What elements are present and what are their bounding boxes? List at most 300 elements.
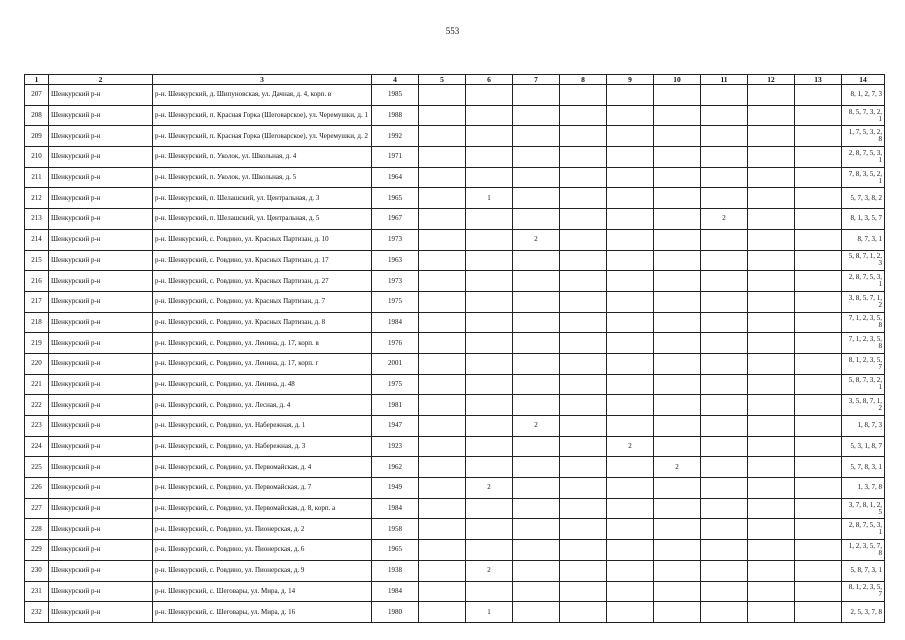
table-row <box>25 126 885 147</box>
value-cell-col-6 <box>466 209 513 230</box>
row-number-cell: 221 <box>25 374 49 395</box>
year-cell: 1988 <box>372 105 419 126</box>
address-cell: р-н. Шенкурский, п. Красная Горка (Шеговарское), ул. Черемушки, д. 2 <box>153 126 372 147</box>
value-cell-col-11 <box>701 353 748 374</box>
value-cell-col-7 <box>513 560 560 581</box>
row-number-cell: 217 <box>25 291 49 312</box>
value-cell-col-6 <box>466 250 513 271</box>
value-cell-col-12 <box>748 436 795 457</box>
row-number-cell: 216 <box>25 271 49 292</box>
value-cell-col-10 <box>654 395 701 416</box>
value-cell-col-8 <box>560 560 607 581</box>
sequence-cell: 8, 1, 2, 3, 5, 7 <box>842 353 885 374</box>
row-number-cell: 215 <box>25 250 49 271</box>
row-number-cell: 208 <box>25 105 49 126</box>
table-row <box>25 540 885 561</box>
year-cell: 1965 <box>372 540 419 561</box>
district-cell: Шенкурский р-н <box>49 498 153 519</box>
row-number-cell: 219 <box>25 333 49 354</box>
value-cell-col-13 <box>795 291 842 312</box>
value-cell-col-11 <box>701 85 748 106</box>
sequence-cell: 2, 8, 7, 5, 3, 1 <box>842 519 885 540</box>
value-cell-col-7 <box>513 126 560 147</box>
value-cell-col-9 <box>607 126 654 147</box>
sequence-cell: 8, 1, 2, 7, 3 <box>842 85 885 106</box>
value-cell-col-7 <box>513 291 560 312</box>
value-cell-col-13 <box>795 209 842 230</box>
value-cell-col-5 <box>419 519 466 540</box>
sequence-cell: 5, 8, 7, 3, 2, 1 <box>842 374 885 395</box>
year-cell: 1965 <box>372 188 419 209</box>
column-header-12: 12 <box>748 75 795 85</box>
district-cell: Шенкурский р-н <box>49 333 153 354</box>
year-cell: 1975 <box>372 374 419 395</box>
table-row <box>25 167 885 188</box>
value-cell-col-10 <box>654 229 701 250</box>
table-row <box>25 188 885 209</box>
value-cell-col-12 <box>748 416 795 437</box>
value-cell-col-13 <box>795 188 842 209</box>
value-cell-col-7 <box>513 395 560 416</box>
district-cell: Шенкурский р-н <box>49 602 153 623</box>
sequence-cell: 2, 5, 3, 7, 8 <box>842 602 885 623</box>
table-header-row <box>25 75 885 85</box>
sequence-cell: 2, 8, 7, 5, 3, 1 <box>842 271 885 292</box>
table-row <box>25 374 885 395</box>
address-cell: р-н. Шенкурский, с. Ровдино, ул. Красных Партизан, д. 17 <box>153 250 372 271</box>
value-cell-col-6: 1 <box>466 602 513 623</box>
value-cell-col-8 <box>560 85 607 106</box>
value-cell-col-10 <box>654 416 701 437</box>
year-cell: 1976 <box>372 333 419 354</box>
value-cell-col-6 <box>466 167 513 188</box>
value-cell-col-11 <box>701 540 748 561</box>
district-cell: Шенкурский р-н <box>49 581 153 602</box>
table-row <box>25 147 885 168</box>
value-cell-col-13 <box>795 581 842 602</box>
value-cell-col-9 <box>607 333 654 354</box>
value-cell-col-10 <box>654 519 701 540</box>
row-number-cell: 210 <box>25 147 49 168</box>
value-cell-col-10 <box>654 478 701 499</box>
value-cell-col-10 <box>654 560 701 581</box>
value-cell-col-9 <box>607 85 654 106</box>
address-cell: р-н. Шенкурский, с. Ровдино, ул. Пионерская, д. 9 <box>153 560 372 581</box>
sequence-cell: 2, 8, 7, 5, 3, 1 <box>842 147 885 168</box>
value-cell-col-13 <box>795 519 842 540</box>
value-cell-col-12 <box>748 188 795 209</box>
year-cell: 1958 <box>372 519 419 540</box>
value-cell-col-12 <box>748 209 795 230</box>
value-cell-col-9 <box>607 560 654 581</box>
address-cell: р-н. Шенкурский, с. Ровдино, ул. Красных Партизан, д. 27 <box>153 271 372 292</box>
value-cell-col-5 <box>419 416 466 437</box>
sequence-cell: 5, 8, 7, 3, 1 <box>842 560 885 581</box>
row-number-cell: 229 <box>25 540 49 561</box>
value-cell-col-12 <box>748 602 795 623</box>
value-cell-col-8 <box>560 291 607 312</box>
district-cell: Шенкурский р-н <box>49 478 153 499</box>
column-header-14: 14 <box>842 75 885 85</box>
sequence-cell: 8, 1, 2, 3, 5, 7 <box>842 581 885 602</box>
value-cell-col-9 <box>607 478 654 499</box>
value-cell-col-5 <box>419 126 466 147</box>
address-cell: р-н. Шенкурский, с. Ровдино, ул. Набережная, д. 3 <box>153 436 372 457</box>
value-cell-col-6 <box>466 416 513 437</box>
column-header-9: 9 <box>607 75 654 85</box>
district-cell: Шенкурский р-н <box>49 353 153 374</box>
value-cell-col-8 <box>560 271 607 292</box>
value-cell-col-5 <box>419 167 466 188</box>
table-row <box>25 457 885 478</box>
year-cell: 2001 <box>372 353 419 374</box>
value-cell-col-9 <box>607 167 654 188</box>
value-cell-col-6: 1 <box>466 188 513 209</box>
value-cell-col-6: 2 <box>466 478 513 499</box>
address-cell: р-н. Шенкурский, с. Ровдино, ул. Лесная, д. 4 <box>153 395 372 416</box>
value-cell-col-12 <box>748 291 795 312</box>
value-cell-col-7: 2 <box>513 416 560 437</box>
value-cell-col-5 <box>419 353 466 374</box>
value-cell-col-10 <box>654 126 701 147</box>
value-cell-col-10 <box>654 188 701 209</box>
value-cell-col-12 <box>748 229 795 250</box>
value-cell-col-11 <box>701 147 748 168</box>
district-cell: Шенкурский р-н <box>49 540 153 561</box>
value-cell-col-7 <box>513 540 560 561</box>
address-cell: р-н. Шенкурский, п. Шелашский, ул. Центральная, д. 5 <box>153 209 372 230</box>
year-cell: 1984 <box>372 498 419 519</box>
district-cell: Шенкурский р-н <box>49 147 153 168</box>
value-cell-col-7 <box>513 167 560 188</box>
value-cell-col-9 <box>607 291 654 312</box>
year-cell: 1981 <box>372 395 419 416</box>
district-cell: Шенкурский р-н <box>49 271 153 292</box>
value-cell-col-7 <box>513 188 560 209</box>
value-cell-col-8 <box>560 312 607 333</box>
district-cell: Шенкурский р-н <box>49 85 153 106</box>
table-row <box>25 209 885 230</box>
value-cell-col-12 <box>748 105 795 126</box>
sequence-cell: 3, 5, 8, 7, 1, 2 <box>842 395 885 416</box>
sequence-cell: 3, 8, 5, 7, 1, 2 <box>842 291 885 312</box>
row-number-cell: 207 <box>25 85 49 106</box>
sequence-cell: 5, 3, 1, 8, 7 <box>842 436 885 457</box>
address-cell: р-н. Шенкурский, д. Шипуновская, ул. Дачная, д. 4, корп. в <box>153 85 372 106</box>
value-cell-col-5 <box>419 209 466 230</box>
value-cell-col-6 <box>466 436 513 457</box>
value-cell-col-11 <box>701 519 748 540</box>
year-cell: 1992 <box>372 126 419 147</box>
value-cell-col-13 <box>795 167 842 188</box>
district-cell: Шенкурский р-н <box>49 167 153 188</box>
value-cell-col-9 <box>607 581 654 602</box>
value-cell-col-11 <box>701 105 748 126</box>
district-cell: Шенкурский р-н <box>49 436 153 457</box>
value-cell-col-6 <box>466 105 513 126</box>
address-cell: р-н. Шенкурский, с. Ровдино, ул. Ленина, д. 17, корп. г <box>153 353 372 374</box>
value-cell-col-8 <box>560 436 607 457</box>
table-row <box>25 333 885 354</box>
row-number-cell: 228 <box>25 519 49 540</box>
value-cell-col-5 <box>419 602 466 623</box>
column-header-5: 5 <box>419 75 466 85</box>
year-cell: 1967 <box>372 209 419 230</box>
value-cell-col-6: 2 <box>466 560 513 581</box>
value-cell-col-7 <box>513 519 560 540</box>
value-cell-col-11 <box>701 416 748 437</box>
value-cell-col-11 <box>701 436 748 457</box>
value-cell-col-12 <box>748 457 795 478</box>
value-cell-col-13 <box>795 416 842 437</box>
row-number-cell: 218 <box>25 312 49 333</box>
district-cell: Шенкурский р-н <box>49 560 153 581</box>
column-header-3: 3 <box>153 75 372 85</box>
value-cell-col-10 <box>654 85 701 106</box>
value-cell-col-5 <box>419 229 466 250</box>
row-number-cell: 231 <box>25 581 49 602</box>
value-cell-col-6 <box>466 374 513 395</box>
value-cell-col-11 <box>701 498 748 519</box>
value-cell-col-7 <box>513 105 560 126</box>
year-cell: 1947 <box>372 416 419 437</box>
address-cell: р-н. Шенкурский, с. Ровдино, ул. Красных Партизан, д. 10 <box>153 229 372 250</box>
value-cell-col-9 <box>607 374 654 395</box>
value-cell-col-12 <box>748 560 795 581</box>
value-cell-col-12 <box>748 167 795 188</box>
value-cell-col-8 <box>560 353 607 374</box>
value-cell-col-6 <box>466 519 513 540</box>
district-cell: Шенкурский р-н <box>49 416 153 437</box>
value-cell-col-9 <box>607 147 654 168</box>
value-cell-col-8 <box>560 209 607 230</box>
value-cell-col-9 <box>607 602 654 623</box>
value-cell-col-6 <box>466 498 513 519</box>
value-cell-col-9 <box>607 209 654 230</box>
value-cell-col-6 <box>466 229 513 250</box>
value-cell-col-12 <box>748 374 795 395</box>
address-cell: р-н. Шенкурский, п. Уколок, ул. Школьная, д. 5 <box>153 167 372 188</box>
year-cell: 1975 <box>372 291 419 312</box>
value-cell-col-13 <box>795 229 842 250</box>
value-cell-col-8 <box>560 416 607 437</box>
value-cell-col-5 <box>419 436 466 457</box>
value-cell-col-13 <box>795 353 842 374</box>
value-cell-col-7: 2 <box>513 229 560 250</box>
value-cell-col-13 <box>795 271 842 292</box>
table-row <box>25 436 885 457</box>
value-cell-col-13 <box>795 560 842 581</box>
value-cell-col-11 <box>701 229 748 250</box>
year-cell: 1963 <box>372 250 419 271</box>
table-row <box>25 560 885 581</box>
value-cell-col-11 <box>701 560 748 581</box>
year-cell: 1980 <box>372 602 419 623</box>
year-cell: 1973 <box>372 229 419 250</box>
value-cell-col-7 <box>513 312 560 333</box>
sequence-cell: 5, 8, 7, 1, 2, 3 <box>842 250 885 271</box>
sequence-cell: 8, 5, 7, 3, 2, 1 <box>842 105 885 126</box>
registry-table <box>24 74 885 623</box>
value-cell-col-8 <box>560 105 607 126</box>
district-cell: Шенкурский р-н <box>49 457 153 478</box>
value-cell-col-7 <box>513 209 560 230</box>
value-cell-col-6 <box>466 333 513 354</box>
value-cell-col-8 <box>560 250 607 271</box>
value-cell-col-9 <box>607 353 654 374</box>
value-cell-col-13 <box>795 333 842 354</box>
value-cell-col-8 <box>560 478 607 499</box>
table-row <box>25 291 885 312</box>
district-cell: Шенкурский р-н <box>49 374 153 395</box>
value-cell-col-6 <box>466 291 513 312</box>
address-cell: р-н. Шенкурский, с. Ровдино, ул. Первомайская, д. 4 <box>153 457 372 478</box>
value-cell-col-5 <box>419 395 466 416</box>
sequence-cell: 7, 8, 3, 5, 2, 1 <box>842 167 885 188</box>
row-number-cell: 212 <box>25 188 49 209</box>
value-cell-col-10 <box>654 353 701 374</box>
value-cell-col-9 <box>607 250 654 271</box>
district-cell: Шенкурский р-н <box>49 312 153 333</box>
value-cell-col-8 <box>560 457 607 478</box>
value-cell-col-10 <box>654 312 701 333</box>
sequence-cell: 1, 2, 3, 5, 7, 8 <box>842 540 885 561</box>
district-cell: Шенкурский р-н <box>49 229 153 250</box>
value-cell-col-9 <box>607 519 654 540</box>
value-cell-col-12 <box>748 540 795 561</box>
value-cell-col-7 <box>513 581 560 602</box>
value-cell-col-6 <box>466 312 513 333</box>
year-cell: 1964 <box>372 167 419 188</box>
value-cell-col-8 <box>560 188 607 209</box>
value-cell-col-9 <box>607 229 654 250</box>
year-cell: 1962 <box>372 457 419 478</box>
address-cell: р-н. Шенкурский, с. Ровдино, ул. Пионерская, д. 2 <box>153 519 372 540</box>
value-cell-col-13 <box>795 436 842 457</box>
value-cell-col-7 <box>513 478 560 499</box>
value-cell-col-9 <box>607 271 654 292</box>
page-number: 553 <box>445 26 460 36</box>
column-header-7: 7 <box>513 75 560 85</box>
value-cell-col-6 <box>466 581 513 602</box>
sequence-cell: 3, 7, 8, 1, 2, 5 <box>842 498 885 519</box>
value-cell-col-6 <box>466 85 513 106</box>
value-cell-col-11 <box>701 333 748 354</box>
value-cell-col-13 <box>795 602 842 623</box>
year-cell: 1984 <box>372 312 419 333</box>
row-number-cell: 211 <box>25 167 49 188</box>
value-cell-col-7 <box>513 436 560 457</box>
sequence-cell: 7, 1, 2, 3, 5, 8 <box>842 333 885 354</box>
row-number-cell: 226 <box>25 478 49 499</box>
table-row <box>25 105 885 126</box>
value-cell-col-13 <box>795 478 842 499</box>
value-cell-col-8 <box>560 498 607 519</box>
column-header-11: 11 <box>701 75 748 85</box>
address-cell: р-н. Шенкурский, с. Ровдино, ул. Красных Партизан, д. 7 <box>153 291 372 312</box>
value-cell-col-5 <box>419 147 466 168</box>
row-number-cell: 232 <box>25 602 49 623</box>
table-row <box>25 395 885 416</box>
value-cell-col-12 <box>748 498 795 519</box>
value-cell-col-10 <box>654 250 701 271</box>
value-cell-col-11 <box>701 167 748 188</box>
sequence-cell: 5, 7, 8, 3, 1 <box>842 457 885 478</box>
year-cell: 1938 <box>372 560 419 581</box>
row-number-cell: 224 <box>25 436 49 457</box>
table-row <box>25 312 885 333</box>
row-number-cell: 223 <box>25 416 49 437</box>
address-cell: р-н. Шенкурский, с. Ровдино, ул. Первомайская, д. 7 <box>153 478 372 499</box>
address-cell: р-н. Шенкурский, п. Шелашский, ул. Центральная, д. 3 <box>153 188 372 209</box>
row-number-cell: 214 <box>25 229 49 250</box>
row-number-cell: 222 <box>25 395 49 416</box>
value-cell-col-13 <box>795 540 842 561</box>
value-cell-col-10 <box>654 602 701 623</box>
value-cell-col-11 <box>701 126 748 147</box>
value-cell-col-10 <box>654 374 701 395</box>
district-cell: Шенкурский р-н <box>49 105 153 126</box>
value-cell-col-11 <box>701 271 748 292</box>
value-cell-col-7 <box>513 602 560 623</box>
value-cell-col-12 <box>748 312 795 333</box>
value-cell-col-10 <box>654 540 701 561</box>
value-cell-col-7 <box>513 333 560 354</box>
year-cell: 1971 <box>372 147 419 168</box>
value-cell-col-6 <box>466 457 513 478</box>
district-cell: Шенкурский р-н <box>49 291 153 312</box>
sequence-cell: 8, 1, 3, 5, 7 <box>842 209 885 230</box>
address-cell: р-н. Шенкурский, с. Ровдино, ул. Ленина, д. 17, корп. в <box>153 333 372 354</box>
row-number-cell: 220 <box>25 353 49 374</box>
value-cell-col-6 <box>466 271 513 292</box>
value-cell-col-9 <box>607 188 654 209</box>
value-cell-col-5 <box>419 478 466 499</box>
value-cell-col-10: 2 <box>654 457 701 478</box>
value-cell-col-9 <box>607 540 654 561</box>
sequence-cell: 1, 7, 5, 3, 2, 8 <box>842 126 885 147</box>
value-cell-col-7 <box>513 353 560 374</box>
value-cell-col-13 <box>795 395 842 416</box>
value-cell-col-11 <box>701 374 748 395</box>
value-cell-col-8 <box>560 581 607 602</box>
value-cell-col-8 <box>560 602 607 623</box>
table-row <box>25 602 885 623</box>
value-cell-col-5 <box>419 374 466 395</box>
value-cell-col-11 <box>701 395 748 416</box>
value-cell-col-11 <box>701 478 748 499</box>
value-cell-col-11 <box>701 457 748 478</box>
district-cell: Шенкурский р-н <box>49 126 153 147</box>
table-row <box>25 85 885 106</box>
value-cell-col-9: 2 <box>607 436 654 457</box>
table-row <box>25 416 885 437</box>
column-header-8: 8 <box>560 75 607 85</box>
value-cell-col-8 <box>560 374 607 395</box>
value-cell-col-6 <box>466 147 513 168</box>
table-row <box>25 353 885 374</box>
value-cell-col-6 <box>466 353 513 374</box>
value-cell-col-8 <box>560 167 607 188</box>
value-cell-col-13 <box>795 498 842 519</box>
sequence-cell: 7, 1, 2, 3, 5, 8 <box>842 312 885 333</box>
sequence-cell: 8, 7, 3, 1 <box>842 229 885 250</box>
column-header-13: 13 <box>795 75 842 85</box>
column-header-1: 1 <box>25 75 49 85</box>
value-cell-col-8 <box>560 395 607 416</box>
address-cell: р-н. Шенкурский, п. Уколок, ул. Школьная, д. 4 <box>153 147 372 168</box>
value-cell-col-13 <box>795 85 842 106</box>
